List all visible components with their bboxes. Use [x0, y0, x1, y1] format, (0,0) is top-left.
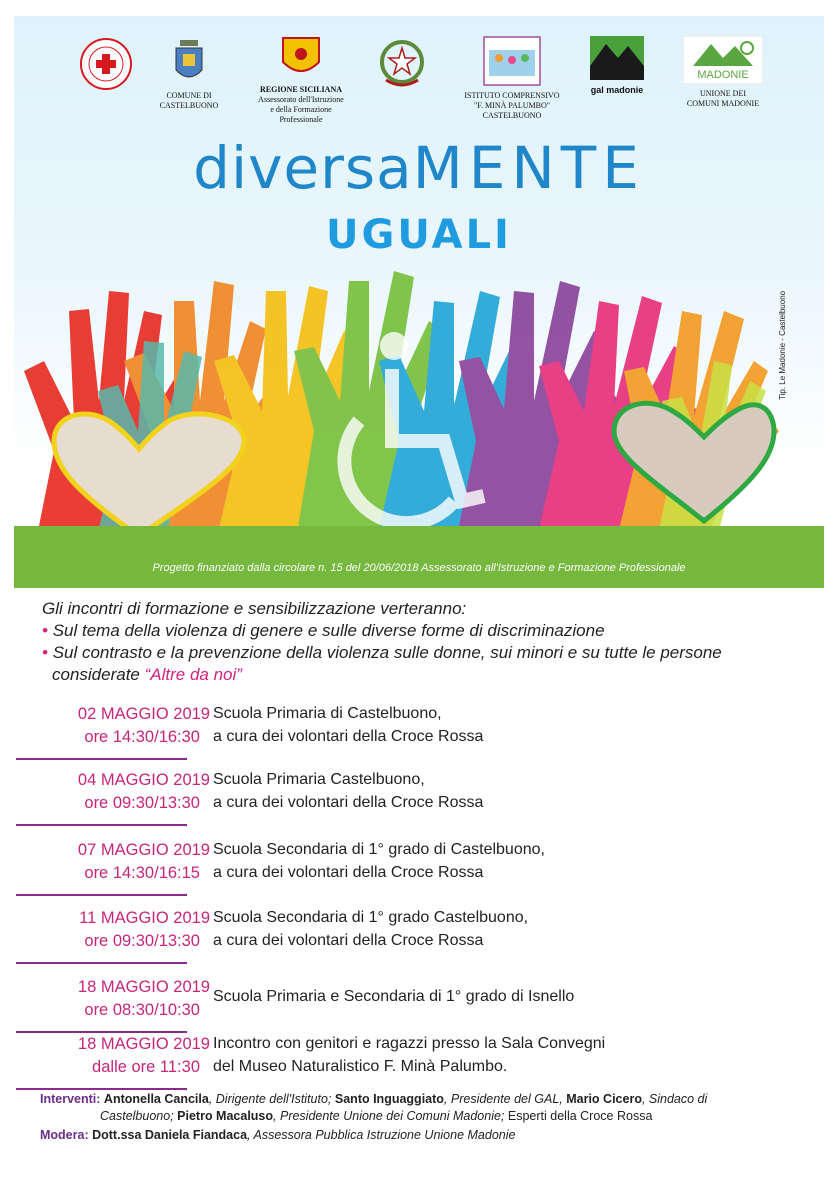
- event-time: ore 14:30/16:15: [84, 864, 200, 882]
- event-date: 07 MAGGIO 2019: [77, 841, 210, 859]
- event-divider: [16, 894, 187, 896]
- interventi-line-cont: Castelbuono; Pietro Macaluso, Presidente Unione dei Comuni Madonie; Esperti della Croce Rossa: [100, 1109, 653, 1123]
- school-caption: ISTITUTO COMPRENSIVO "F. MINÀ PALUMBO" CASTELBUONO: [464, 91, 560, 120]
- modera-line: Modera: Dott.ssa Daniela Fiandaca, Assessora Pubblica Istruzione Unione Madonie: [40, 1128, 516, 1142]
- intro-heading: Gli incontri di formazione e sensibilizzazione verteranno:: [42, 599, 467, 618]
- regione-siciliana-logo: [246, 36, 356, 125]
- intro-bullet: • Sul contrasto e la prevenzione della violenza sulle donne, sui minori e su tutte le persone: [42, 643, 722, 662]
- event-time: ore 08:30/10:30: [84, 1001, 200, 1019]
- gal-madonie-icon: [590, 36, 644, 80]
- intro-section: [42, 598, 722, 686]
- madonie-logo-icon: [683, 36, 763, 84]
- castelbuono-logo: [154, 36, 224, 111]
- event-description: Scuola Secondaria di 1° grado Castelbuono,: [213, 909, 529, 926]
- event-divider: [16, 1031, 187, 1033]
- event-divider: [16, 758, 187, 760]
- event-divider: [16, 962, 187, 964]
- interventi-line: Interventi: Antonella Cancila, Dirigente dell'Istituto; Santo Inguaggiato, Presidente del GAL, Mario Cicero, Sindaco di: [40, 1092, 708, 1106]
- event-description: Scuola Primaria e Secondaria di 1° grado di Isnello: [213, 988, 575, 1005]
- intro-bullet-cont: considerate “Altre da noi”: [52, 665, 242, 684]
- event-date: 02 MAGGIO 2019: [77, 705, 210, 723]
- event-description: a cura dei volontari della Croce Rossa: [213, 932, 484, 949]
- madonie-caption: UNIONE DEI COMUNI MADONIE: [686, 89, 760, 108]
- main-title: diversaMENTE: [193, 134, 645, 202]
- event-divider: [16, 824, 187, 826]
- school-logo-icon: [483, 36, 541, 86]
- red-cross-icon: [78, 36, 134, 92]
- republic-emblem-logo: [376, 36, 428, 97]
- logo-row: [14, 36, 824, 146]
- madonie-union-logo: [668, 36, 778, 109]
- raised-hands-illustration: [14, 251, 824, 551]
- regione-caption: REGIONE SICILIANA Assessorato dell'Istruzione e della Formazione Professionale: [258, 85, 344, 124]
- hero-banner: [14, 16, 824, 588]
- funding-note: Progetto finanziato dalla circolare n. 15 del 20/06/2018 Assessorato all'Istruzione e Formazione Professionale: [152, 562, 686, 574]
- gal-madonie-label: gal madonie: [590, 85, 644, 95]
- castelbuono-crest-icon: [172, 36, 206, 86]
- grass-strip: [14, 526, 824, 588]
- event-time: dalle ore 11:30: [92, 1058, 200, 1076]
- event-description: Scuola Primaria Castelbuono,: [213, 771, 425, 788]
- sicily-trinacria-icon: [281, 36, 321, 80]
- event-date: 18 MAGGIO 2019: [77, 1035, 210, 1053]
- event-description: Incontro con genitori e ragazzi presso la Sala Convegni: [213, 1035, 606, 1052]
- event-divider: [16, 1088, 187, 1090]
- event-date: 18 MAGGIO 2019: [77, 978, 210, 996]
- castelbuono-caption: COMUNE DI CASTELBUONO: [159, 91, 219, 110]
- event-description: a cura dei volontari della Croce Rossa: [213, 728, 484, 745]
- event-date: 11 MAGGIO 2019: [79, 909, 210, 927]
- intro-bullet: • Sul tema della violenza di genere e sulle diverse forme di discriminazione: [42, 621, 605, 640]
- event-time: ore 09:30/13:30: [84, 932, 200, 950]
- svg-text:MADONIE: MADONIE: [697, 69, 749, 81]
- event-description: a cura dei volontari della Croce Rossa: [213, 794, 484, 811]
- event-description: Scuola Primaria di Castelbuono,: [213, 705, 442, 722]
- gal-madonie-logo: [586, 36, 648, 95]
- event-date: 04 MAGGIO 2019: [77, 771, 210, 789]
- main-subtitle: UGUALI: [326, 212, 512, 258]
- school-logo: [452, 36, 572, 121]
- event-description: Scuola Secondaria di 1° grado di Castelbuono,: [213, 841, 545, 858]
- event-description: del Museo Naturalistico F. Minà Palumbo.: [213, 1058, 508, 1075]
- red-cross-logo: [78, 36, 134, 97]
- event-time: ore 14:30/16:30: [84, 728, 200, 746]
- event-description: a cura dei volontari della Croce Rossa: [213, 864, 484, 881]
- italian-republic-emblem-icon: [376, 36, 428, 92]
- event-time: ore 09:30/13:30: [84, 794, 200, 812]
- print-credit: Tip. Le Madonie - Castelbuono: [778, 290, 787, 400]
